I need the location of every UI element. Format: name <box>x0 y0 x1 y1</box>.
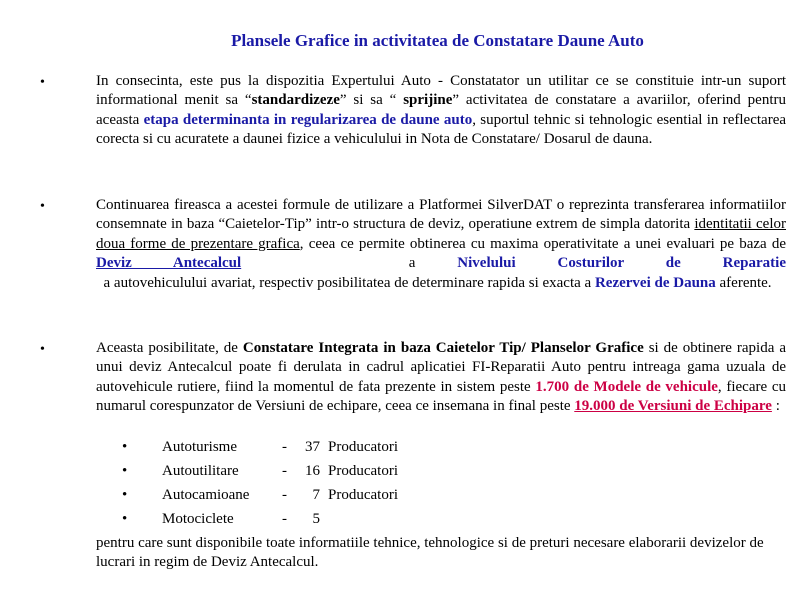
sub-bullet: • <box>122 487 128 503</box>
p2-text-3: a <box>241 255 458 272</box>
p1-text-2: ” si sa “ <box>339 92 404 109</box>
category-name: Motociclete <box>162 511 234 527</box>
p1-text-3: ” activitatea de constatare a avariilor, oferind pentru aceasta <box>96 92 786 128</box>
p3-highlight-modele: 1.700 de Modele de vehicule <box>535 378 718 395</box>
category-name: Autoturisme <box>162 439 237 455</box>
p2-text-5: aferente. <box>715 274 772 291</box>
p3-bold: Constatare Integrata in baza Caietelor Tip/ Planselor Grafice <box>242 340 644 356</box>
sub-bullet: • <box>122 463 128 479</box>
p1-text-1: In consecinta, este pus la dispozitia Expertului Auto - Constatator un utilitar ce se constituie intr-un suport informational menit sa “ <box>96 73 786 109</box>
category-dash: - <box>282 439 287 455</box>
sub-bullet: • <box>122 511 128 527</box>
category-label: Producatori <box>328 463 398 479</box>
p1-text-4: , suportul tehnic si tehnologic esential in reflectarea corecta si cu acuratete a daunei fizice a vehiculului in Nota de Constatare/ Dosarul de dauna. <box>96 111 787 148</box>
p2-text-4: a autovehiculului avariat, respectiv posibilitatea de determinare rapida si exacta a <box>96 274 595 291</box>
p3-text-3: , fiecare cu numarul corespunzator de Versiuni de echipare, ceea ce insemana in final peste <box>96 378 787 415</box>
closing-paragraph: pentru care sunt disponibile toate informatiile tehnice, tehnologice si de preturi necesare elaborarii devizelor de lucrari in regim de Deviz Antecalcul. <box>96 535 764 571</box>
bullet-3: • <box>40 342 45 357</box>
page-title: Plansele Grafice in activitatea de Constatare Daune Auto <box>231 31 644 50</box>
p1-bold-sprijine: sprijine <box>403 92 453 109</box>
category-count: 5 <box>312 511 320 527</box>
p2-text-1: Continuarea fireasca a acestei formule de utilizare a Platformei SilverDAT o reprezinta transferarea informatiilor consemnate in baza “Caietelor-Tip” intr-o structura de deviz, operatiune extrem de simpla datorita <box>96 197 786 233</box>
p1-bold-standardizeze: standardizeze <box>251 92 340 109</box>
p2-underlined: identitatii celor doua forme de prezentare grafica <box>96 216 787 252</box>
category-count: 16 <box>305 463 320 479</box>
category-dash: - <box>282 463 287 479</box>
p2-highlight-costuri: Nivelului Costurilor de Reparatie <box>457 255 786 272</box>
category-dash: - <box>282 511 287 527</box>
category-label: Producatori <box>328 487 398 503</box>
category-label: Producatori <box>328 439 398 455</box>
category-name: Autoutilitare <box>162 463 239 479</box>
bullet-1: • <box>40 75 45 90</box>
p2-highlight-rezerva: Rezervei de Dauna <box>594 274 716 291</box>
category-name: Autocamioane <box>162 487 250 503</box>
sub-bullet: • <box>122 439 128 455</box>
paragraph-2 <box>96 196 786 293</box>
paragraph-1 <box>96 72 786 150</box>
p3-link-versiuni[interactable]: 19.000 de Versiuni de Echipare <box>574 398 772 415</box>
p2-link-deviz-antecalcul[interactable]: Deviz Antecalcul <box>96 255 242 272</box>
category-dash: - <box>282 487 287 503</box>
paragraph-3 <box>96 339 786 417</box>
bullet-2: • <box>40 199 45 214</box>
p3-text-4: : <box>771 398 780 415</box>
p1-highlight: etapa determinanta in regularizarea de daune auto <box>143 111 473 128</box>
category-count: 7 <box>312 487 320 503</box>
p2-text-2: , ceea ce permite obtinerea cu maxima operativitate a unei evaluari pe baza de <box>299 235 786 252</box>
category-count: 37 <box>305 439 320 455</box>
p3-text-1: Aceasta posibilitate, de <box>96 340 243 356</box>
p3-text-2: si de obtinere rapida a unui deviz Antecalcul poate fi derulata in cadrul aplicatiei FI-Reparatii Auto pentru intreaga gama uzuala de autovehicule rutiere, fiind la momentul de fata prezente in sistem peste <box>96 340 786 395</box>
